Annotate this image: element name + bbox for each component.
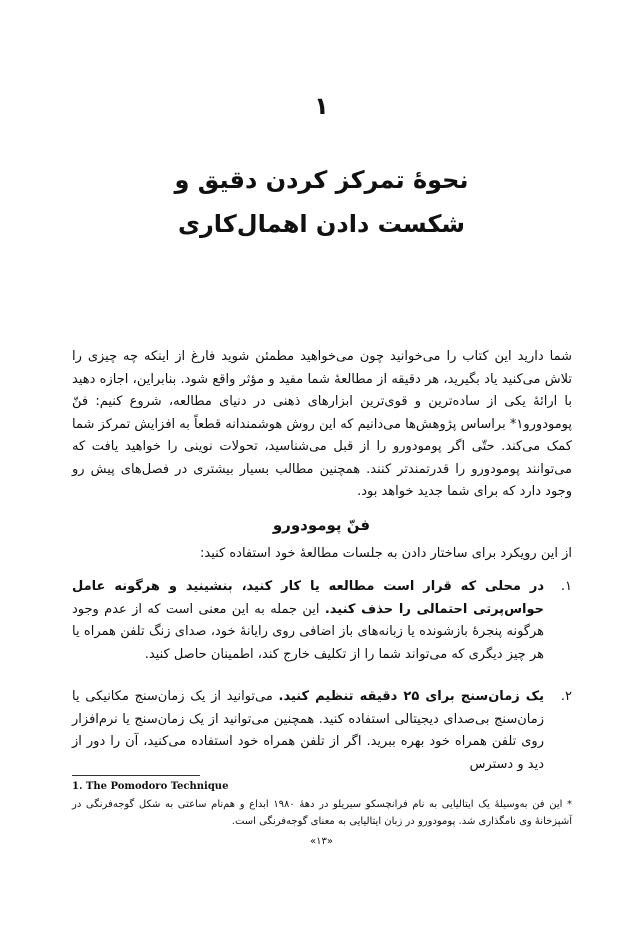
- footnote-persian: * این فن به‌وسیلهٔ یک ایتالیایی به نام فرانچسکو سیریلو در دههٔ ۱۹۸۰ ابداع و هم‌نام ساعتی به شکل گوجه‌فرنگی در آشپزخانهٔ وی نامگذاری شد. پومودورو در زبان ایتالیایی به معنای گوجه‌فرنگی است.: [72, 799, 572, 827]
- list-item-bold: در محلی که قرار است مطالعه یا کار کنید، بنشینید و هرگونه عامل حواس‌پرتی احتمالی را حذف کنید.: [72, 579, 544, 617]
- chapter-title: [0, 158, 643, 246]
- intro-paragraph: شما دارید این کتاب را می‌خوانید چون می‌خواهید مطمئن شوید فارغ از اینکه چه چیزی را تلاش می‌کنید یاد بگیرید، هر دقیقه از مطالعهٔ شما مفید و مؤثر واقع شود. بنابراین، اجازه دهید با ارائهٔ یکی از ساده‌ترین و قوی‌ترین ابزارهای ذهنی در دنیای مطالعه، شروع کنیم: فنّ پومودورو۱* براساس پژوهش‌ها می‌دانیم که این روش هوشمندانه قطعاً به افزایش تمرکز شما کمک می‌کند. حتّی اگر پومودورو را از قبل می‌شناسید، تحولات نوینی را خواهید یافت که می‌توانند پومودورو را قدرتمندتر کنند. همچنین مطالب بسیار بیشتری در فصل‌های پیش رو وجود دارد که برای شما جدید خواهد بود.: [72, 349, 572, 499]
- list-item-text: [72, 576, 544, 666]
- list-item-text: [72, 686, 544, 776]
- chapter-number: ۱: [314, 92, 329, 120]
- list-item-body: این جمله به این معنی است که از عدم وجود هرگونه پنجرهٔ بازشونده یا زبانه‌های باز اضافی روی رایانهٔ خود، صدای زنگ تلفن همراه یا هر چیز دیگری که می‌تواند شما را از تکلیف خارج کند، اطمینان حاصل کنید.: [72, 601, 544, 662]
- list-item-body: می‌توانید از یک زمان‌سنج مکانیکی یا زمان‌سنج بی‌صدای دیجیتالی استفاده کنید. همچنین می‌توانید از یک زمان‌سنج یا نرم‌افزار روی تلفن همراه خود بهره ببرید. اگر از تلفن همراه خود استفاده می‌کنید، آن را دور از دید و دسترس: [72, 689, 544, 772]
- footnote-divider: [72, 775, 200, 776]
- list-item: [72, 686, 572, 776]
- list-item: [72, 576, 572, 666]
- list-item-number: ۲.: [560, 689, 572, 704]
- chapter-title-line-1: نحوهٔ تمرکز کردن دقیق و: [174, 166, 469, 194]
- footnote-english: 1. The Pomodoro Technique: [72, 781, 229, 792]
- section-heading: فنّ پومودورو: [272, 516, 371, 534]
- list-item-number: ۱.: [560, 579, 572, 594]
- section-lead: از این رویکرد برای ساختار دادن به جلسات مطالعهٔ خود استفاده کنید:: [199, 546, 572, 561]
- chapter-title-line-2: شکست دادن اهمال‌کاری: [177, 210, 465, 238]
- list-item-bold: یک زمان‌سنج برای ۲۵ دقیقه تنظیم کنید.: [278, 689, 544, 704]
- page-number: «۱۳»: [310, 836, 333, 847]
